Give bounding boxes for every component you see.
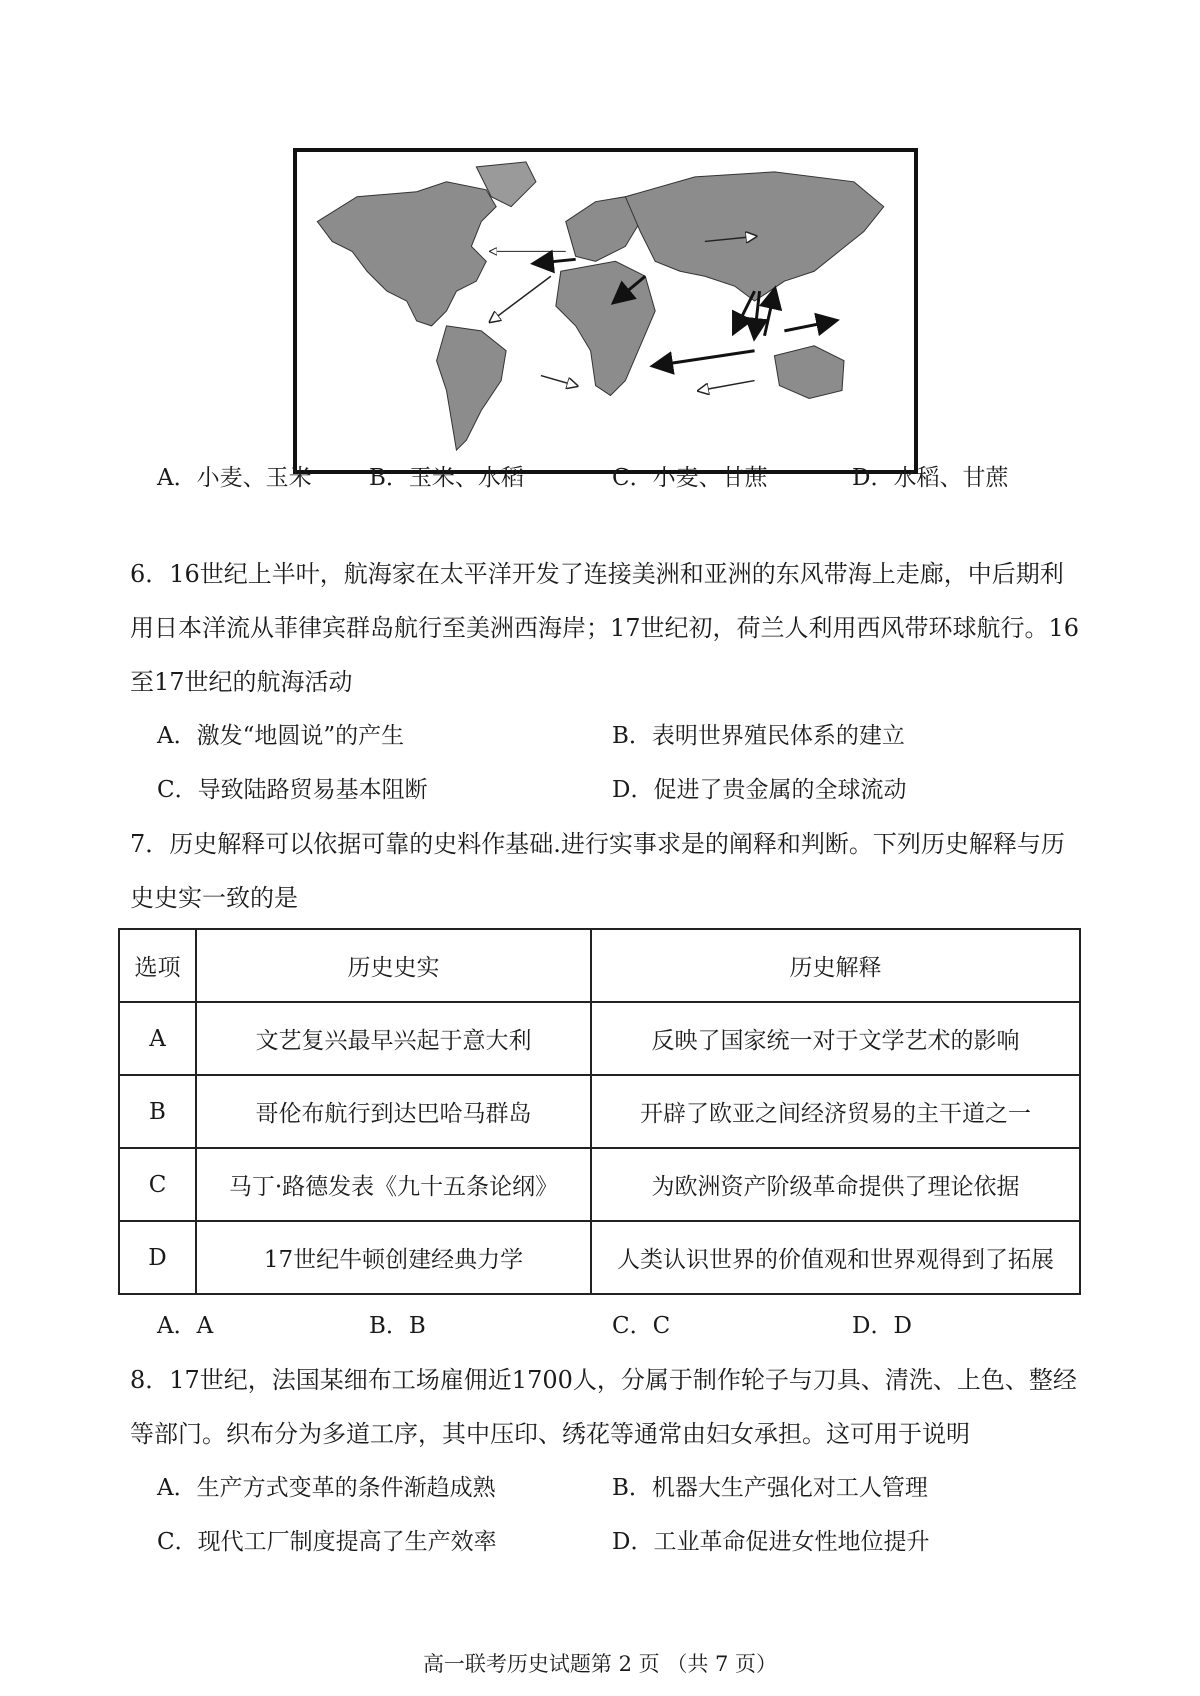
table-row — [119, 1075, 1080, 1148]
table-cell: 为欧洲资产阶级革命提供了理论依据 — [591, 1148, 1080, 1221]
q6-option-b: B．表明世界殖民体系的建立 — [612, 723, 905, 749]
q5-option-b: B．玉米、水稻 — [369, 465, 524, 491]
table-header-cell: 历史史实 — [196, 929, 591, 1002]
world-map-figure — [293, 148, 918, 474]
q8-option-a: A．生产方式变革的条件渐趋成熟 — [157, 1475, 496, 1501]
route-arrow — [491, 276, 551, 321]
q8-option-c: C．现代工厂制度提高了生产效率 — [157, 1529, 497, 1555]
page-footer: 高一联考历史试题第 2 页 （共 7 页） — [422, 1652, 778, 1676]
route-arrow — [765, 291, 775, 336]
table-header-row — [119, 929, 1080, 1002]
q8-stem-line-1: 8．17世纪，法国某细布工场雇佣近1700人，分属于制作轮子与刀具、清洗、上色、整经 — [130, 1366, 1077, 1394]
table-header-cell: 历史解释 — [591, 929, 1080, 1002]
q7-stem-line-2: 史史实一致的是 — [130, 884, 298, 912]
south-america-landmass — [437, 326, 507, 450]
table-cell: D — [119, 1221, 196, 1294]
q7-option-a: A．A — [157, 1313, 214, 1339]
q8-option-d: D．工业革命促进女性地位提升 — [612, 1529, 930, 1555]
table-cell: B — [119, 1075, 196, 1148]
route-arrow — [784, 321, 834, 331]
q6-stem-line-2: 用日本洋流从菲律宾群岛航行至美洲西海岸；17世纪初，荷兰人利用西风带环球航行。16 — [130, 614, 1080, 642]
q6-option-d: D．促进了贵金属的全球流动 — [612, 777, 907, 803]
q6-option-c: C．导致陆路贸易基本阻断 — [157, 777, 428, 803]
australia-landmass — [774, 346, 844, 399]
route-arrow — [655, 351, 754, 366]
q7-stem-line-1: 7．历史解释可以依据可靠的史料作基础.进行实事求是的阐释和判断。下列历史解释与历 — [130, 830, 1065, 858]
table-cell: 17世纪牛顿创建经典力学 — [196, 1221, 591, 1294]
q7-option-c: C．C — [612, 1313, 671, 1339]
table-row — [119, 1221, 1080, 1294]
q8-stem-line-2: 等部门。织布分为多道工序，其中压印、绣花等通常由妇女承担。这可用于说明 — [130, 1420, 970, 1448]
table-header-cell: 选项 — [119, 929, 196, 1002]
q5-option-a: A．小麦、玉米 — [157, 465, 312, 491]
table-cell: C — [119, 1148, 196, 1221]
q7-option-d: D．D — [852, 1313, 912, 1339]
route-arrow — [541, 376, 576, 386]
table-cell: A — [119, 1002, 196, 1075]
table-cell: 人类认识世界的价值观和世界观得到了拓展 — [591, 1221, 1080, 1294]
table-cell: 马丁·路德发表《九十五条论纲》 — [196, 1148, 591, 1221]
table-cell: 文艺复兴最早兴起于意大利 — [196, 1002, 591, 1075]
q8-option-b: B．机器大生产强化对工人管理 — [612, 1475, 928, 1501]
route-arrow — [735, 291, 755, 331]
q6-option-a: A．激发“地圆说”的产生 — [157, 723, 405, 749]
q7-table — [118, 928, 1081, 1295]
q7-option-b: B．B — [369, 1313, 426, 1339]
route-arrow — [700, 381, 755, 391]
table-cell: 开辟了欧亚之间经济贸易的主干道之一 — [591, 1075, 1080, 1148]
q6-stem-line-1: 6．16世纪上半叶，航海家在太平洋开发了连接美洲和亚洲的东风带海上走廊，中后期利 — [130, 560, 1064, 588]
q5-option-d: D．水稻、甘蔗 — [852, 465, 1009, 491]
table-row — [119, 1148, 1080, 1221]
table-cell: 反映了国家统一对于文学艺术的影响 — [591, 1002, 1080, 1075]
table-cell: 哥伦布航行到达巴哈马群岛 — [196, 1075, 591, 1148]
table-row — [119, 1002, 1080, 1075]
q5-option-c: C．小麦、甘蔗 — [612, 465, 768, 491]
north-america-landmass — [317, 182, 496, 326]
q6-stem-line-3: 至17世纪的航海活动 — [130, 668, 353, 696]
route-arrow — [536, 259, 576, 263]
